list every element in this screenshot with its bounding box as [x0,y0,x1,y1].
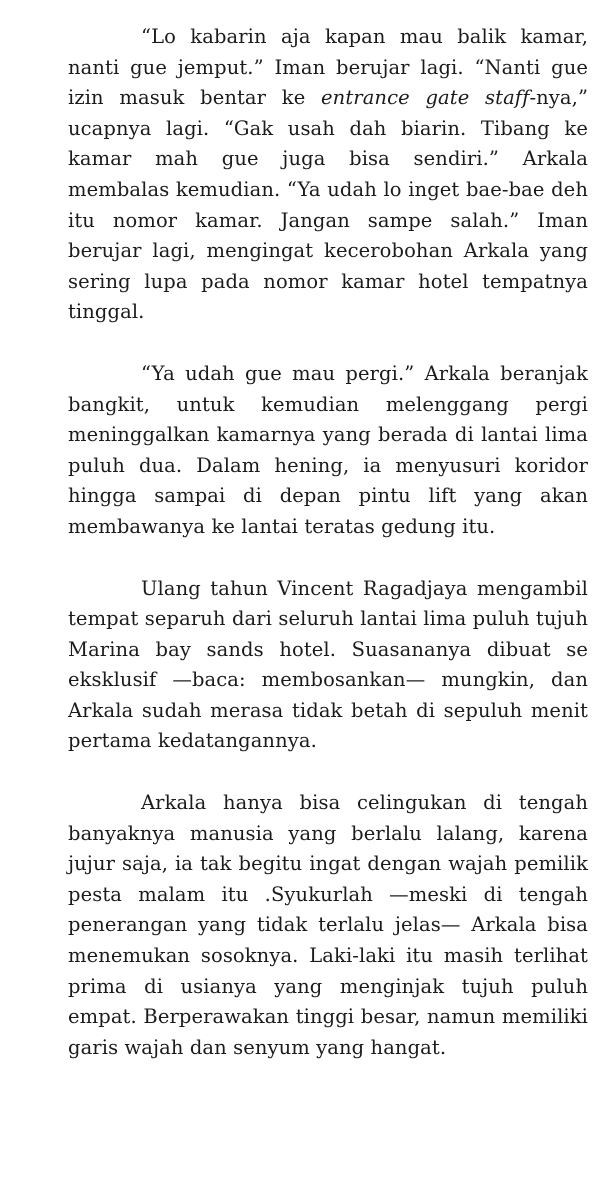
paragraph-text: -nya,” ucapnya lagi. “Gak usah dah biarin. Tibang ke kamar mah gue juga bisa sendiri.” Arkala membalas kemudian. “Ya udah lo inget bae-bae deh itu nomor kamar. Jangan sampe salah.” Iman berujar lagi, mengingat kecerobohan Arkala yang sering lupa pada nomor kamar hotel tempatnya tinggal. [68,86,589,324]
paragraph [68,22,588,328]
paragraph-text: “Ya udah gue mau pergi.” Arkala beranjak bangkit, untuk kemudian melenggang pergi meninggalkan kamarnya yang berada di lantai lima puluh dua. Dalam hening, ia menyusuri koridor hingga sampai di depan pintu lift yang akan membawanya ke lantai teratas gedung itu. [68,361,588,538]
italic-phrase: entrance gate staff [321,86,530,110]
paragraph-text: Arkala hanya bisa celingukan di tengah banyaknya manusia yang berlalu lalang, karena jujur saja, ia tak begitu ingat dengan wajah pemilik pesta malam itu .Syukurlah —meski di tengah penerangan yang tidak terlalu jelas— Arkala bisa menemukan sosoknya. Laki-laki itu masih terlihat prima di usianya yang menginjak tujuh puluh empat. Berperawakan tinggi besar, namun memiliki garis wajah dan senyum yang hangat. [68,791,588,1059]
paragraph [68,574,588,758]
paragraph [68,788,588,1063]
paragraph-text: “Lo kabarin aja kapan mau balik kamar, nanti gue jemput.” Iman berujar lagi. “Nanti gue izin masuk bentar ke [68,25,588,110]
paragraph-text: Ulang tahun Vincent Ragadjaya mengambil tempat separuh dari seluruh lantai lima puluh tujuh Marina bay sands hotel. Suasananya dibuat se eksklusif —baca: membosankan— mungkin, dan Arkala sudah merasa tidak betah di sepuluh menit pertama kedatangannya. [68,576,588,753]
paragraph [68,359,588,543]
story-page [68,22,588,1063]
